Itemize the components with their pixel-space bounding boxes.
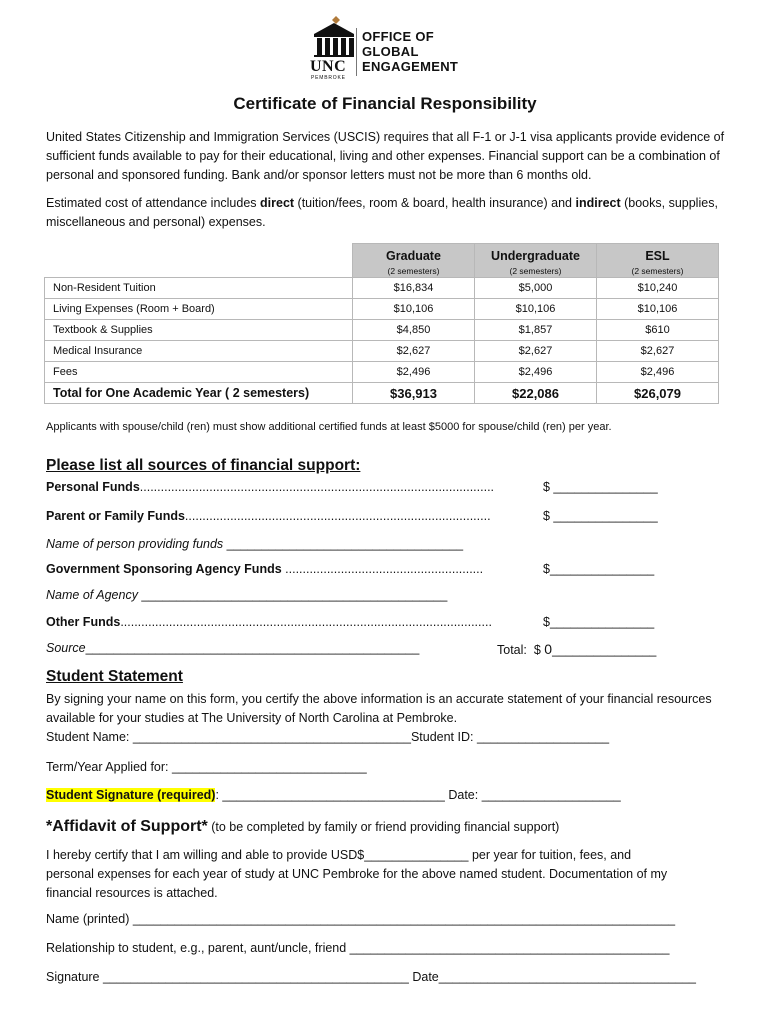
term-year-label: Term/Year Applied for: [46, 760, 172, 774]
student-id-label: Student ID: [410, 730, 477, 744]
column-header-esl [597, 244, 719, 278]
intro-paragraph: United States Citizenship and Immigration Services (USCIS) requires that all F-1 or J-1 visa applicants provide evidence of sufficient funds available to pay for their educational, living and other expenses. Financial support can be a combination of personal and sponsored funding. Bank and/or sponsor letters must not be more than 6 months old. [46, 130, 725, 182]
office-line-2: GLOBAL [362, 44, 419, 59]
column-header-graduate [353, 244, 475, 278]
signature-colon: : [215, 788, 223, 802]
agency-label: Name of Agency [46, 588, 138, 602]
cell-graduate: $10,106 [353, 299, 475, 320]
table-row [45, 341, 719, 362]
column-subtitle: (2 semesters) [387, 266, 440, 276]
cell-undergraduate: $2,496 [475, 362, 597, 383]
total-label: Total: [497, 643, 527, 657]
source-label: Source [46, 641, 86, 655]
row-label: Fees [45, 362, 353, 383]
office-line-1: OFFICE OF [362, 29, 435, 44]
cell-undergraduate: $2,627 [475, 341, 597, 362]
cell-esl: $2,627 [597, 341, 719, 362]
seal-subtext: PEMBROKE [311, 75, 346, 81]
total-field[interactable]: _______________ [552, 643, 657, 657]
estimate-text-post: (books, supplies, miscellaneous and personal) expenses. [46, 196, 718, 229]
cell-undergraduate: $1,857 [475, 320, 597, 341]
affidavit-text-line-1: I hereby certify that I am willing and able to provide USD$_______________ per year for tuition, fees, and [46, 848, 632, 862]
personal-funds-label: Personal Funds [46, 480, 140, 494]
relationship-field[interactable]: ______________________________________________ [349, 941, 670, 955]
column-subtitle: (2 semesters) [509, 266, 562, 276]
unc-pembroke-logo [310, 14, 358, 85]
column-title: ESL [645, 249, 670, 263]
student-date-label: Date: [444, 788, 482, 802]
table-row [45, 320, 719, 341]
estimate-text-pre: Estimated cost of attendance includes [46, 196, 261, 210]
affidavit-signature-field[interactable]: ____________________________________________ [102, 970, 409, 984]
cell-esl: $610 [597, 320, 719, 341]
parent-funds-label: Parent or Family Funds [46, 509, 185, 523]
student-name-label: Student Name: [46, 730, 133, 744]
cell-graduate: $4,850 [353, 320, 475, 341]
student-date-field[interactable]: ____________________ [481, 788, 621, 802]
student-name-field[interactable]: ________________________________________ [132, 730, 411, 744]
leader-dots: ...................................................................................................... [139, 480, 495, 494]
leader-dots: ........................................................................................................... [120, 615, 492, 629]
cell-undergraduate: $5,000 [475, 278, 597, 299]
term-year-field[interactable]: ____________________________ [172, 760, 367, 774]
affidavit-signature-label: Signature [46, 970, 103, 984]
table-header-row [45, 244, 719, 278]
name-of-person-field[interactable]: __________________________________ [223, 537, 464, 551]
other-funds-amount[interactable]: $_______________ [543, 615, 655, 629]
table-corner [45, 244, 353, 278]
parent-funds-amount[interactable]: $ _______________ [543, 509, 658, 523]
page-title: Certificate of Financial Responsibility [233, 94, 537, 113]
estimate-paragraph [46, 194, 732, 232]
column-subtitle: (2 semesters) [631, 266, 684, 276]
table-row [45, 299, 719, 320]
relationship-line [46, 941, 669, 955]
affidavit-heading: *Affidavit of Support* [46, 818, 208, 835]
cell-esl: $10,240 [597, 278, 719, 299]
cell-undergraduate: $10,106 [475, 299, 597, 320]
source-line [46, 641, 419, 655]
affidavit-heading-note: (to be completed by family or friend providing financial support) [207, 820, 560, 834]
total-dollar: $ [533, 643, 541, 657]
column-title: Graduate [386, 249, 441, 263]
column-title: Undergraduate [491, 249, 580, 263]
leader-dots: ......................................................... [281, 562, 484, 576]
cell-graduate: $2,627 [353, 341, 475, 362]
cell-graduate: $16,834 [353, 278, 475, 299]
total-graduate: $36,913 [353, 383, 475, 404]
government-funds-label: Government Sponsoring Agency Funds [46, 562, 282, 576]
personal-funds-line [46, 480, 494, 494]
relationship-label: Relationship to student, e.g., parent, aunt/uncle, friend [46, 941, 350, 955]
other-funds-label: Other Funds [46, 615, 121, 629]
affidavit-signature-line [46, 970, 696, 984]
leader-dots: ........................................................................................ [184, 509, 491, 523]
office-line-3: ENGAGEMENT [362, 59, 459, 74]
column-header-undergraduate [475, 244, 597, 278]
total-label: Total for One Academic Year ( 2 semesters) [45, 383, 353, 404]
student-statement-heading: Student Statement [46, 668, 183, 685]
student-signature-line [46, 788, 621, 802]
seal-text: UNC [310, 58, 347, 75]
spouse-note: Applicants with spouse/child (ren) must show additional certified funds at least $5000 for spouse/child (ren) per year. [46, 421, 612, 433]
name-of-person-label: Name of person providing funds [46, 537, 224, 551]
cell-graduate: $2,496 [353, 362, 475, 383]
source-field[interactable]: ________________________________________________ [85, 641, 420, 655]
row-label: Medical Insurance [45, 341, 353, 362]
agency-field[interactable]: ____________________________________________ [137, 588, 448, 602]
logo-divider [356, 28, 357, 76]
government-funds-line [46, 562, 483, 576]
affidavit-date-field[interactable]: _____________________________________ [438, 970, 696, 984]
affidavit-text-line-3: financial resources is attached. [46, 886, 218, 900]
student-name-line [46, 730, 609, 744]
row-label: Textbook & Supplies [45, 320, 353, 341]
agency-line [46, 588, 447, 602]
affidavit-name-field[interactable]: ______________________________________________________________________________ [132, 912, 676, 926]
student-statement-text: By signing your name on this form, you certify the above information is an accurate statement of your financial resources available for your studies at The University of North Carolina at Pembroke. [46, 692, 712, 725]
cell-esl: $10,106 [597, 299, 719, 320]
table-row [45, 278, 719, 299]
government-funds-amount[interactable]: $_______________ [543, 562, 655, 576]
name-of-person-line [46, 537, 463, 551]
affidavit-text-line-2: personal expenses for each year of study at UNC Pembroke for the above named student. Documentation of my [46, 867, 668, 881]
total-line [497, 641, 656, 657]
estimate-direct: direct [260, 196, 295, 210]
term-year-line [46, 760, 367, 774]
cell-esl: $2,496 [597, 362, 719, 383]
estimate-text-mid: (tuition/fees, room & board, health insurance) and [294, 196, 576, 210]
student-signature-field[interactable]: ________________________________ [222, 788, 445, 802]
table-total-row [45, 383, 719, 404]
parent-funds-line [46, 509, 491, 523]
affidavit-heading-line [46, 818, 559, 836]
cost-table [44, 243, 719, 404]
affidavit-date-label: Date [408, 970, 439, 984]
estimate-indirect: indirect [575, 196, 621, 210]
other-funds-line [46, 615, 492, 629]
affidavit-name-label: Name (printed) [46, 912, 133, 926]
table-row [45, 362, 719, 383]
student-signature-label: Student Signature (required) [46, 788, 216, 802]
total-esl: $26,079 [597, 383, 719, 404]
affidavit-name-line [46, 912, 675, 926]
sources-heading: Please list all sources of financial support: [46, 457, 361, 474]
total-undergraduate: $22,086 [475, 383, 597, 404]
office-name [362, 29, 458, 74]
row-label: Non-Resident Tuition [45, 278, 353, 299]
total-value[interactable]: 0 [544, 641, 553, 657]
student-id-field[interactable]: ___________________ [476, 730, 610, 744]
row-label: Living Expenses (Room + Board) [45, 299, 353, 320]
personal-funds-amount[interactable]: $ _______________ [543, 480, 658, 494]
